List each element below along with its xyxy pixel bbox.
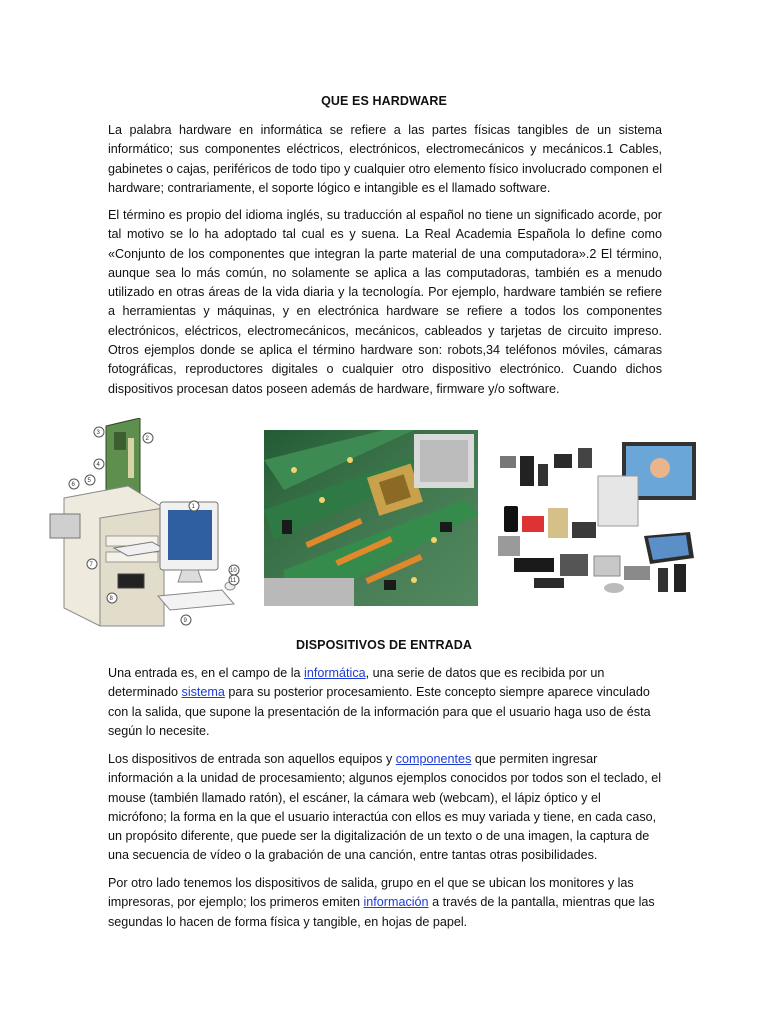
keyboard-shape: [158, 590, 234, 610]
entrada-p3-text-b: a través de la pantalla, mientras que las segundas lo hacen de forma física y tangible, en hojas de papel.: [108, 895, 655, 929]
svg-text:7: 7: [89, 562, 93, 568]
svg-text:4: 4: [96, 462, 100, 468]
electronic-devices-collage: [494, 436, 698, 600]
entrada-p2-text-b: que permiten ingresar información a la unidad de procesamiento; algunos ejemplos conocidos por todos son el teclado, el mouse (también llamado ratón), el escáner, la cámara web (webcam), el lápiz óptico y el micrófono; la forma en la que el usuario interactúa con ellos es muy variada y tiene, en cada caso, un propósito diferente, que puede ser la digitalización de un texto o de una imagen, la captura de una secuencia de vídeo o la grabación de una canción, entre tantas otras posibilidades.: [108, 752, 662, 863]
entrada-p1-text-b: , una serie de datos que es recibida por un determinado: [108, 666, 605, 700]
entrada-p1-text-c: para su posterior procesamiento. Este concepto siempre aparece vinculado con la salida, que supone la presentación de la información para que el usuario haga uso de ésta según lo necesite.: [108, 685, 651, 738]
hardware-paragraph-2: El término es propio del idioma inglés, su traducción al español no tiene un significado acorde, por tal motivo se lo ha adoptado tal cual es y suena. La Real Academia Española lo define como «Conjunto de los componentes que integran la parte material de una computadora».2 El término, aunque sea lo más común, no solamente se aplica a las computadoras, también es a menudo utilizado en otras áreas de la vida diaria y la tecnología. Por ejemplo, hardware también se refiere a herramientas y máquinas, y en electrónica hardware se refiere a todos los componentes electrónicos, eléctricos, electromecánicos, mecánicos, cableados y tarjetas de circuito impreso. Otros ejemplos donde se aplica el término hardware son: robots,34 teléfonos móviles, cámaras fotográficas, reproductores digitales o cualquier otro dispositivo electrónico. Cuando dichos dispositivos procesan datos poseen además de hardware, firmware y/o software.: [108, 208, 662, 396]
hardware-title: QUE ES HARDWARE: [321, 94, 447, 108]
entrada-p1-text-a: Una entrada es, en el campo de la: [108, 666, 305, 680]
svg-text:8: 8: [109, 596, 113, 602]
entrada-title: DISPOSITIVOS DE ENTRADA: [296, 638, 472, 652]
pc-components-diagram: [44, 418, 244, 628]
entrada-p2-text-a: Los dispositivos de entrada son aquellos equipos y: [108, 752, 396, 766]
informacion-link[interactable]: información: [363, 895, 429, 910]
svg-text:5: 5: [87, 478, 91, 484]
entrada-paragraph-2: [108, 750, 662, 866]
svg-text:6: 6: [71, 482, 75, 488]
svg-text:2: 2: [145, 436, 149, 442]
circuit-boards-photo: [264, 430, 478, 606]
informatica-link[interactable]: informática: [304, 666, 366, 680]
svg-text:9: 9: [183, 618, 187, 624]
svg-text:10: 10: [230, 568, 237, 574]
power-supply-shape: [50, 514, 80, 538]
componentes-link[interactable]: componentes: [395, 752, 472, 766]
svg-text:3: 3: [96, 430, 100, 436]
hardware-paragraph-1: La palabra hardware en informática se refiere a las partes físicas tangibles de un sistema informático; sus componentes eléctricos, electrónicos, electromecánicos y mecánicos.1 Cables, gabinetes o cajas, periféricos de todo tipo y cualquier otro elemento físico involucrado componen el hardware; contrariamente, el soporte lógico e intangible es el llamado software.: [108, 123, 662, 195]
svg-text:1: 1: [191, 504, 195, 510]
sistema-link[interactable]: sistema: [181, 685, 225, 700]
printer-device: [598, 476, 638, 526]
entrada-paragraph-3: [108, 874, 662, 932]
entrada-paragraph-1: [108, 664, 662, 741]
svg-text:11: 11: [230, 578, 237, 584]
entrada-p3-text-a: Por otro lado tenemos los dispositivos de salida, grupo en el que se ubican los monitores y las impresoras, por ejemplo; los primeros emiten: [108, 876, 634, 910]
